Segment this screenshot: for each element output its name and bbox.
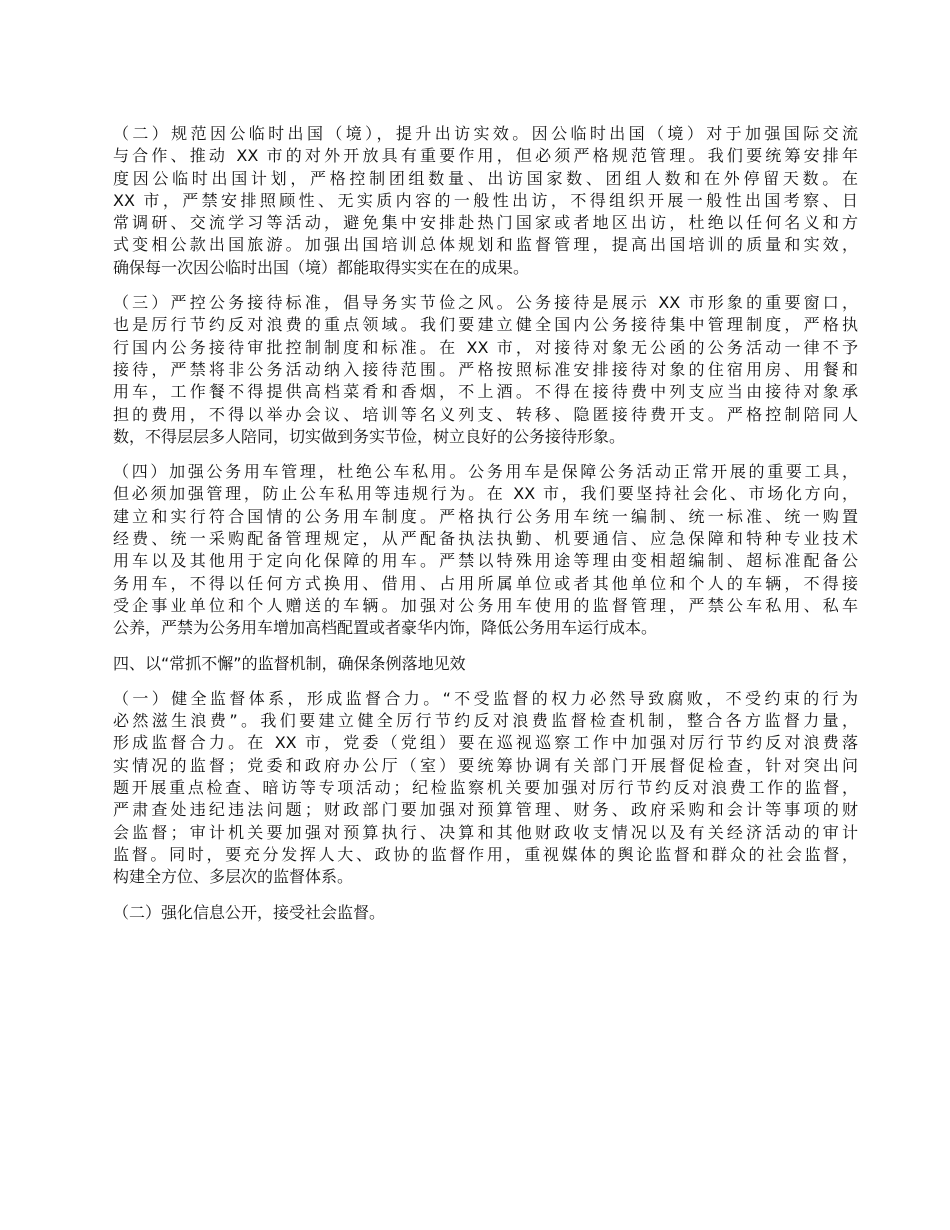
paragraph-exit-abroad <box>113 123 858 279</box>
text-line: 用车，工作餐不得提供高档菜肴和香烟，不上酒。不得在接待费中列支应当由接待对象承 <box>113 382 858 402</box>
text-line: （一）健全监督体系，形成监督合力。“不受监督的权力必然导致腐败，不受约束的行为 <box>113 688 858 708</box>
paragraph-vehicles <box>113 461 858 639</box>
text-line: 与合作、推动 XX 市的对外开放具有重要作用，但必须严格规范管理。我们要统筹安排年 <box>113 146 858 166</box>
text-line: （二）规范因公临时出国（境），提升出访实效。因公临时出国（境）对于加强国际交流 <box>113 124 858 143</box>
text-line: 确保每一次因公临时出国（境）都能取得实实在在的成果。 <box>113 257 530 277</box>
text-line: 必然滋生浪费”。我们要建立健全厉行节约反对浪费监督检查机制，整合各方监督力量， <box>113 711 858 731</box>
text-line: 构建全方位、多层次的监督体系。 <box>113 867 354 887</box>
text-line: 严肃查处违纪违法问题；财政部门要加强对预算管理、财务、政府采购和会计等事项的财 <box>113 800 858 820</box>
text-line: 也是厉行节约反对浪费的重点领域。我们要建立健全国内公务接待集中管理制度，严格执 <box>113 315 858 335</box>
text-line: 数，不得层层多人陪同，切实做到务实节俭，树立良好的公务接待形象。 <box>113 426 626 446</box>
document-page <box>113 123 858 937</box>
section-heading: 四、以“常抓不懈”的监督机制，确保条例落地见效 <box>113 653 466 673</box>
text-line: 实情况的监督；党委和政府办公厅（室）要统筹协调有关部门开展督促检查，针对突出问 <box>113 755 858 775</box>
text-line: 公养，严禁为公务用车增加高档配置或者豪华内饰，降低公务用车运行成本。 <box>113 618 658 638</box>
text-line: （三）严控公务接待标准，倡导务实节俭之风。公务接待是展示 XX 市形象的重要窗口， <box>113 293 858 313</box>
text-line: 用车以及其他用于定向化保障的用车。严禁以特殊用途等理由变相超编制、超标准配备公 <box>113 551 858 571</box>
text-line: 务用车，不得以任何方式换用、借用、占用所属单位或者其他单位和个人的车辆，不得接 <box>113 573 858 593</box>
text-line: 度因公临时出国计划，严格控制团组数量、出访国家数、团组人数和在外停留天数。在 <box>113 168 858 188</box>
text-line: 式变相公款出国旅游。加强出国培训总体规划和监督管理，提高出国培训的质量和实效， <box>113 235 858 255</box>
text-line: 经费、统一采购配备管理规定，从严配备执法执勤、机要通信、应急保障和特种专业技术 <box>113 529 858 549</box>
text-line: 受企事业单位和个人赠送的车辆。加强对公务用车使用的监督管理，严禁公车私用、私车 <box>113 595 858 615</box>
text-line: 常调研、交流学习等活动，避免集中安排赴热门国家或者地区出访，杜绝以任何名义和方 <box>113 213 858 233</box>
text-line: 接待，严禁将非公务活动纳入接待范围。严格按照标准安排接待对象的住宿用房、用餐和 <box>113 359 858 379</box>
paragraph-supervision <box>113 688 858 889</box>
text-line: XX 市，严禁安排照顾性、无实质内容的一般性出访，不得组织开展一般性出国考察、日 <box>113 190 858 210</box>
text-line: （二）强化信息公开，接受社会监督。 <box>113 902 386 922</box>
text-line: 题开展重点检查、暗访等专项活动；纪检监察机关要加强对厉行节约反对浪费工作的监督， <box>113 778 858 798</box>
text-line: 但必须加强管理，防止公车私用等违规行为。在 XX 市，我们要坚持社会化、市场化方向， <box>113 484 858 504</box>
text-line: 形成监督合力。在 XX 市，党委（党组）要在巡视巡察工作中加强对厉行节约反对浪费落 <box>113 733 858 753</box>
paragraph-disclosure <box>113 902 858 924</box>
text-line: 监督。同时，要充分发挥人大、政协的监督作用，重视媒体的舆论监督和群众的社会监督， <box>113 844 858 864</box>
text-line: 会监督；审计机关要加强对预算执行、决算和其他财政收支情况以及有关经济活动的审计 <box>113 822 858 842</box>
paragraph-reception <box>113 292 858 448</box>
text-line: 建立和实行符合国情的公务用车制度。严格执行公务用车统一编制、统一标准、统一购置 <box>113 506 858 526</box>
text-line: 担的费用，不得以举办会议、培训等名义列支、转移、隐匿接待费开支。严格控制陪同人 <box>113 404 858 424</box>
text-line: 行国内公务接待审批控制制度和标准。在 XX 市，对接待对象无公函的公务活动一律不予 <box>113 337 858 357</box>
text-line: （四）加强公务用车管理，杜绝公车私用。公务用车是保障公务活动正常开展的重要工具， <box>113 462 858 482</box>
